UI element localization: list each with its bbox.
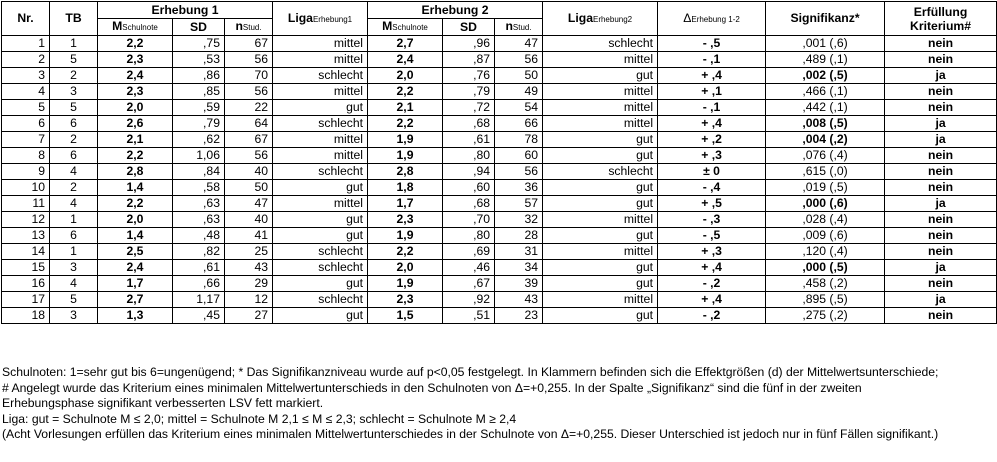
table-row <box>2 164 997 180</box>
cell-liga2: mittel <box>543 100 658 116</box>
cell-m1: 1,7 <box>98 276 173 292</box>
header-signifikanz: Signifikanz* <box>766 2 885 36</box>
cell-signifikanz: ,019 (,5) <box>766 180 885 196</box>
cell-liga1: schlecht <box>273 244 368 260</box>
cell-sd2: ,46 <box>443 260 495 276</box>
cell-sd2: ,76 <box>443 68 495 84</box>
cell-delta: + ,4 <box>658 292 766 308</box>
cell-sd2: ,94 <box>443 164 495 180</box>
cell-nr: 11 <box>2 196 50 212</box>
cell-liga1: schlecht <box>273 260 368 276</box>
cell-m1: 2,4 <box>98 260 173 276</box>
cell-sd2: ,51 <box>443 308 495 324</box>
cell-delta: + ,1 <box>658 84 766 100</box>
cell-delta: - ,2 <box>658 276 766 292</box>
table-row <box>2 116 997 132</box>
cell-sd2: ,92 <box>443 292 495 308</box>
cell-sd1: ,61 <box>173 260 225 276</box>
cell-sd2: ,87 <box>443 52 495 68</box>
cell-signifikanz: ,009 (,6) <box>766 228 885 244</box>
cell-liga1: gut <box>273 228 368 244</box>
cell-kriterium: nein <box>885 100 997 116</box>
cell-kriterium: ja <box>885 68 997 84</box>
cell-n2: 50 <box>495 68 543 84</box>
cell-m2: 2,4 <box>368 52 443 68</box>
cell-sd1: ,58 <box>173 180 225 196</box>
cell-delta: + ,3 <box>658 244 766 260</box>
header-row-1 <box>2 2 997 19</box>
cell-signifikanz: ,442 (,1) <box>766 100 885 116</box>
cell-signifikanz: ,458 (,2) <box>766 276 885 292</box>
cell-signifikanz: ,000 (,6) <box>766 196 885 212</box>
cell-liga2: gut <box>543 276 658 292</box>
table-row <box>2 244 997 260</box>
cell-nr: 1 <box>2 36 50 52</box>
cell-kriterium: nein <box>885 164 997 180</box>
cell-nr: 6 <box>2 116 50 132</box>
cell-liga1: gut <box>273 100 368 116</box>
cell-kriterium: nein <box>885 212 997 228</box>
cell-m1: 2,0 <box>98 212 173 228</box>
cell-nr: 18 <box>2 308 50 324</box>
cell-liga1: schlecht <box>273 68 368 84</box>
header-tb: TB <box>50 2 98 36</box>
cell-liga2: gut <box>543 148 658 164</box>
cell-nr: 5 <box>2 100 50 116</box>
cell-liga1: gut <box>273 308 368 324</box>
cell-m1: 2,4 <box>98 68 173 84</box>
header-liga1: LigaErhebung1 <box>273 2 368 36</box>
cell-m1: 2,6 <box>98 116 173 132</box>
cell-kriterium: nein <box>885 228 997 244</box>
cell-tb: 1 <box>50 212 98 228</box>
table-row <box>2 228 997 244</box>
cell-sd1: ,63 <box>173 212 225 228</box>
cell-n1: 43 <box>225 260 273 276</box>
header-delta: ΔErhebung 1-2 <box>658 2 766 36</box>
cell-tb: 5 <box>50 100 98 116</box>
cell-m2: 2,3 <box>368 212 443 228</box>
cell-sd2: ,68 <box>443 196 495 212</box>
header-m1: MSchulnote <box>98 19 173 36</box>
cell-signifikanz: ,489 (,1) <box>766 52 885 68</box>
cell-n1: 67 <box>225 36 273 52</box>
cell-tb: 4 <box>50 164 98 180</box>
header-m2: MSchulnote <box>368 19 443 36</box>
cell-sd2: ,70 <box>443 212 495 228</box>
cell-liga2: gut <box>543 68 658 84</box>
cell-n1: 50 <box>225 180 273 196</box>
cell-tb: 1 <box>50 36 98 52</box>
cell-m2: 2,2 <box>368 116 443 132</box>
cell-signifikanz: ,004 (,2) <box>766 132 885 148</box>
cell-liga1: mittel <box>273 84 368 100</box>
cell-sd2: ,96 <box>443 36 495 52</box>
cell-n1: 12 <box>225 292 273 308</box>
cell-nr: 15 <box>2 260 50 276</box>
table-row <box>2 148 997 164</box>
cell-sd1: 1,17 <box>173 292 225 308</box>
cell-sd1: ,82 <box>173 244 225 260</box>
cell-n1: 29 <box>225 276 273 292</box>
cell-liga2: gut <box>543 196 658 212</box>
cell-delta: - ,1 <box>658 52 766 68</box>
cell-delta: - ,4 <box>658 180 766 196</box>
cell-delta: - ,5 <box>658 228 766 244</box>
cell-n2: 39 <box>495 276 543 292</box>
cell-delta: ± 0 <box>658 164 766 180</box>
cell-liga2: schlecht <box>543 164 658 180</box>
table-row <box>2 36 997 52</box>
cell-sd2: ,72 <box>443 100 495 116</box>
cell-delta: + ,4 <box>658 116 766 132</box>
cell-sd1: ,59 <box>173 100 225 116</box>
cell-m1: 1,4 <box>98 180 173 196</box>
cell-n1: 56 <box>225 84 273 100</box>
table-row <box>2 260 997 276</box>
cell-n1: 56 <box>225 52 273 68</box>
header-erfuellung: Erfüllung Kriterium# <box>885 2 997 36</box>
cell-n1: 67 <box>225 132 273 148</box>
cell-sd1: ,53 <box>173 52 225 68</box>
cell-delta: + ,4 <box>658 260 766 276</box>
cell-delta: + ,5 <box>658 196 766 212</box>
cell-tb: 3 <box>50 308 98 324</box>
header-liga2: LigaErhebung2 <box>543 2 658 36</box>
cell-n2: 23 <box>495 308 543 324</box>
cell-liga1: gut <box>273 212 368 228</box>
cell-kriterium: nein <box>885 180 997 196</box>
cell-liga2: gut <box>543 228 658 244</box>
cell-liga2: gut <box>543 180 658 196</box>
table-row <box>2 292 997 308</box>
cell-n2: 60 <box>495 148 543 164</box>
cell-m1: 2,2 <box>98 36 173 52</box>
cell-signifikanz: ,466 (,1) <box>766 84 885 100</box>
cell-liga1: gut <box>273 180 368 196</box>
cell-sd1: ,62 <box>173 132 225 148</box>
cell-n2: 56 <box>495 164 543 180</box>
cell-m1: 1,3 <box>98 308 173 324</box>
cell-tb: 5 <box>50 292 98 308</box>
cell-kriterium: nein <box>885 308 997 324</box>
note-schulnoten: Schulnoten: 1=sehr gut bis 6=ungenügend; * Das Signifikanzniveau wurde auf p<0,05 festgelegt. In Klammern befinden sich die Effektgrößen (d) der Mittelwertsunterschiede; # Angelegt wurde das Kriterium eines minimalen Mittelwertunterschieds in den Schulnoten von Δ=+0,255. In der Spalte „Signifikanz“ sind die fünf in der zweiten Erhebungsphase signifikant verbesserten LSV fett markiert. <box>2 365 939 411</box>
table-row <box>2 212 997 228</box>
cell-sd2: ,61 <box>443 132 495 148</box>
cell-m2: 1,9 <box>368 276 443 292</box>
cell-kriterium: ja <box>885 116 997 132</box>
cell-signifikanz: ,001 (,6) <box>766 36 885 52</box>
cell-nr: 3 <box>2 68 50 84</box>
header-nr: Nr. <box>2 2 50 36</box>
results-table <box>1 1 997 324</box>
cell-n1: 22 <box>225 100 273 116</box>
cell-signifikanz: ,615 (,0) <box>766 164 885 180</box>
header-n2: nStud. <box>495 19 543 36</box>
cell-liga2: gut <box>543 260 658 276</box>
cell-nr: 4 <box>2 84 50 100</box>
cell-tb: 2 <box>50 132 98 148</box>
cell-m2: 2,0 <box>368 68 443 84</box>
header-sd1: SD <box>173 19 225 36</box>
cell-tb: 3 <box>50 260 98 276</box>
cell-kriterium: nein <box>885 276 997 292</box>
cell-tb: 6 <box>50 116 98 132</box>
table-body <box>2 36 997 324</box>
cell-nr: 12 <box>2 212 50 228</box>
cell-tb: 1 <box>50 244 98 260</box>
cell-kriterium: nein <box>885 148 997 164</box>
cell-kriterium: nein <box>885 84 997 100</box>
cell-sd1: ,66 <box>173 276 225 292</box>
header-n1: nStud. <box>225 19 273 36</box>
cell-sd1: ,48 <box>173 228 225 244</box>
cell-liga2: mittel <box>543 244 658 260</box>
cell-tb: 4 <box>50 276 98 292</box>
cell-m1: 2,2 <box>98 148 173 164</box>
cell-n2: 78 <box>495 132 543 148</box>
cell-liga2: schlecht <box>543 36 658 52</box>
cell-liga1: gut <box>273 276 368 292</box>
cell-m1: 2,1 <box>98 132 173 148</box>
cell-nr: 14 <box>2 244 50 260</box>
cell-sd1: ,45 <box>173 308 225 324</box>
cell-liga1: mittel <box>273 196 368 212</box>
cell-sd1: ,75 <box>173 36 225 52</box>
cell-kriterium: nein <box>885 52 997 68</box>
cell-n2: 66 <box>495 116 543 132</box>
cell-tb: 2 <box>50 180 98 196</box>
cell-kriterium: ja <box>885 260 997 276</box>
cell-tb: 6 <box>50 228 98 244</box>
cell-m1: 2,0 <box>98 100 173 116</box>
cell-signifikanz: ,076 (,4) <box>766 148 885 164</box>
cell-kriterium: ja <box>885 292 997 308</box>
cell-m2: 2,8 <box>368 164 443 180</box>
cell-kriterium: ja <box>885 196 997 212</box>
cell-n1: 70 <box>225 68 273 84</box>
cell-m1: 2,3 <box>98 84 173 100</box>
cell-signifikanz: ,028 (,4) <box>766 212 885 228</box>
cell-delta: - ,5 <box>658 36 766 52</box>
cell-m2: 1,5 <box>368 308 443 324</box>
cell-sd1: ,86 <box>173 68 225 84</box>
cell-m2: 2,1 <box>368 100 443 116</box>
cell-tb: 4 <box>50 196 98 212</box>
cell-m2: 1,8 <box>368 180 443 196</box>
cell-nr: 13 <box>2 228 50 244</box>
cell-liga2: mittel <box>543 212 658 228</box>
cell-m2: 1,9 <box>368 148 443 164</box>
cell-delta: + ,2 <box>658 132 766 148</box>
cell-delta: + ,3 <box>658 148 766 164</box>
cell-delta: - ,2 <box>658 308 766 324</box>
cell-n2: 28 <box>495 228 543 244</box>
cell-liga1: mittel <box>273 132 368 148</box>
cell-n2: 57 <box>495 196 543 212</box>
cell-liga1: mittel <box>273 36 368 52</box>
cell-n2: 31 <box>495 244 543 260</box>
cell-sd1: ,79 <box>173 116 225 132</box>
cell-delta: - ,1 <box>658 100 766 116</box>
cell-tb: 3 <box>50 84 98 100</box>
cell-sd2: ,80 <box>443 228 495 244</box>
table-row <box>2 84 997 100</box>
cell-liga2: mittel <box>543 52 658 68</box>
cell-nr: 8 <box>2 148 50 164</box>
table-row <box>2 100 997 116</box>
cell-signifikanz: ,895 (,5) <box>766 292 885 308</box>
cell-m1: 1,4 <box>98 228 173 244</box>
cell-nr: 10 <box>2 180 50 196</box>
cell-signifikanz: ,000 (,5) <box>766 260 885 276</box>
cell-kriterium: nein <box>885 36 997 52</box>
cell-n1: 56 <box>225 148 273 164</box>
table-row <box>2 276 997 292</box>
cell-nr: 7 <box>2 132 50 148</box>
cell-liga1: schlecht <box>273 292 368 308</box>
cell-n1: 27 <box>225 308 273 324</box>
cell-m1: 2,5 <box>98 244 173 260</box>
cell-n1: 40 <box>225 164 273 180</box>
cell-m2: 2,2 <box>368 84 443 100</box>
cell-liga1: mittel <box>273 148 368 164</box>
cell-m1: 2,7 <box>98 292 173 308</box>
cell-m2: 2,3 <box>368 292 443 308</box>
cell-signifikanz: ,275 (,2) <box>766 308 885 324</box>
cell-m2: 2,0 <box>368 260 443 276</box>
note-liga: Liga: gut = Schulnote M ≤ 2,0; mittel = Schulnote M 2,1 ≤ M ≤ 2,3; schlecht = Schulnote M ≥ 2,4 <box>2 411 517 426</box>
cell-sd2: ,69 <box>443 244 495 260</box>
header-erhebung2: Erhebung 2 <box>368 2 543 19</box>
cell-liga2: gut <box>543 308 658 324</box>
cell-m2: 2,2 <box>368 244 443 260</box>
table-row <box>2 180 997 196</box>
cell-liga2: mittel <box>543 292 658 308</box>
cell-m2: 2,7 <box>368 36 443 52</box>
cell-sd2: ,67 <box>443 276 495 292</box>
cell-kriterium: nein <box>885 244 997 260</box>
cell-liga1: mittel <box>273 52 368 68</box>
table-notes <box>2 365 946 443</box>
cell-liga2: mittel <box>543 116 658 132</box>
cell-liga1: schlecht <box>273 164 368 180</box>
cell-tb: 2 <box>50 68 98 84</box>
cell-liga1: schlecht <box>273 116 368 132</box>
cell-sd2: ,60 <box>443 180 495 196</box>
cell-m2: 1,7 <box>368 196 443 212</box>
cell-n2: 54 <box>495 100 543 116</box>
cell-m2: 1,9 <box>368 228 443 244</box>
cell-n2: 34 <box>495 260 543 276</box>
header-sd2: SD <box>443 19 495 36</box>
cell-n2: 36 <box>495 180 543 196</box>
cell-signifikanz: ,008 (,5) <box>766 116 885 132</box>
cell-nr: 16 <box>2 276 50 292</box>
cell-tb: 5 <box>50 52 98 68</box>
cell-liga2: mittel <box>543 84 658 100</box>
header-erhebung1: Erhebung 1 <box>98 2 273 19</box>
table-row <box>2 308 997 324</box>
cell-sd1: ,63 <box>173 196 225 212</box>
cell-n2: 49 <box>495 84 543 100</box>
cell-sd1: ,85 <box>173 84 225 100</box>
cell-n1: 40 <box>225 212 273 228</box>
cell-sd2: ,68 <box>443 116 495 132</box>
table-row <box>2 132 997 148</box>
cell-kriterium: ja <box>885 132 997 148</box>
cell-tb: 6 <box>50 148 98 164</box>
cell-sd1: 1,06 <box>173 148 225 164</box>
cell-n2: 32 <box>495 212 543 228</box>
cell-liga2: gut <box>543 132 658 148</box>
cell-nr: 2 <box>2 52 50 68</box>
cell-m1: 2,8 <box>98 164 173 180</box>
note-acht-vorlesungen: (Acht Vorlesungen erfüllen das Kriterium eines minimalen Mittelwertunterschiedes in der Schulnote von Δ=+0,255. Dieser Unterschied ist jedoch nur in fünf Fällen signifikant.) <box>2 427 939 442</box>
cell-n2: 43 <box>495 292 543 308</box>
cell-delta: + ,4 <box>658 68 766 84</box>
cell-m1: 2,3 <box>98 52 173 68</box>
cell-n1: 25 <box>225 244 273 260</box>
cell-n2: 56 <box>495 52 543 68</box>
cell-m1: 2,2 <box>98 196 173 212</box>
cell-n1: 47 <box>225 196 273 212</box>
cell-n2: 47 <box>495 36 543 52</box>
cell-sd2: ,79 <box>443 84 495 100</box>
table-row <box>2 68 997 84</box>
cell-sd2: ,80 <box>443 148 495 164</box>
cell-signifikanz: ,120 (,4) <box>766 244 885 260</box>
table-row <box>2 196 997 212</box>
cell-n1: 64 <box>225 116 273 132</box>
cell-signifikanz: ,002 (,5) <box>766 68 885 84</box>
cell-delta: - ,3 <box>658 212 766 228</box>
table-row <box>2 52 997 68</box>
cell-n1: 41 <box>225 228 273 244</box>
cell-nr: 17 <box>2 292 50 308</box>
cell-m2: 1,9 <box>368 132 443 148</box>
cell-nr: 9 <box>2 164 50 180</box>
cell-sd1: ,84 <box>173 164 225 180</box>
